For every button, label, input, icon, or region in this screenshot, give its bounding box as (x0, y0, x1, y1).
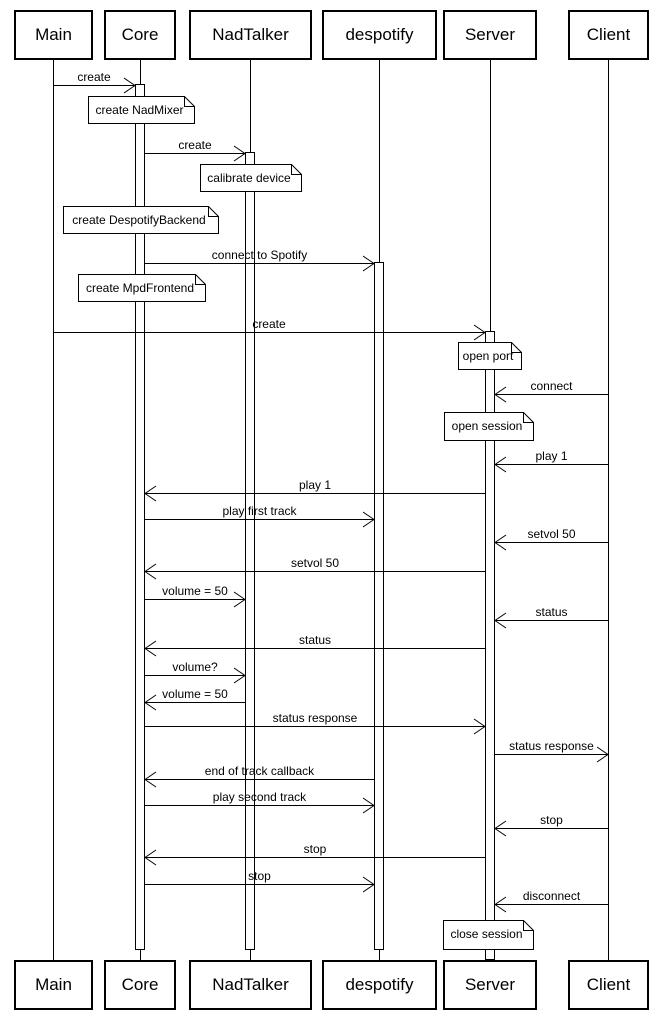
participant-label: NadTalker (212, 975, 289, 994)
message-label: setvol 50 (290, 556, 340, 570)
message-create-main-server (53, 317, 485, 333)
participant-label: Server (464, 25, 516, 44)
participant-label: Client (586, 975, 631, 994)
message-label: disconnect (522, 889, 581, 903)
message-connect-to-spotify (145, 248, 374, 264)
message-connect (495, 379, 608, 395)
message-label: volume = 50 (162, 687, 228, 701)
arrowhead-right-icon (596, 746, 609, 763)
message-label: volume = 50 (162, 584, 228, 598)
note-text: create MpdFrontend (85, 281, 195, 295)
message-end-of-track-callback (145, 764, 374, 780)
message-stop-core-despotify (145, 869, 374, 885)
note-text: create NadMixer (95, 103, 184, 117)
note-create-nadmixer (88, 96, 195, 124)
participant-label: Main (35, 975, 72, 994)
message-stop-client-server (495, 813, 608, 829)
arrowhead-left-icon (144, 485, 157, 502)
arrowhead-left-icon (494, 820, 507, 837)
note-open-session (444, 412, 534, 441)
participant-box-nadtalker-bottom (189, 960, 312, 1010)
participant-label: Client (586, 25, 631, 44)
message-status-client-server (495, 605, 608, 621)
note-create-despotifybackend (63, 206, 219, 234)
message-label: stop (303, 842, 327, 856)
message-label: connect to Spotify (211, 248, 308, 262)
note-open-port (458, 342, 522, 370)
message-label: stop (540, 813, 563, 827)
message-label: create (178, 138, 212, 152)
arrowhead-left-icon (494, 386, 507, 403)
message-label: status (298, 633, 331, 647)
arrowhead-right-icon (473, 718, 486, 735)
arrowhead-right-icon (362, 511, 375, 528)
arrowhead-left-icon (494, 456, 507, 473)
message-label: setvol 50 (527, 527, 576, 541)
participant-label: Core (121, 25, 159, 44)
message-setvol-50-client-server (495, 527, 608, 543)
message-label: end of track callback (204, 764, 315, 778)
note-text: calibrate device (207, 171, 291, 185)
participant-box-server-bottom (443, 960, 537, 1010)
arrowhead-left-icon (144, 771, 157, 788)
participant-box-nadtalker-top (189, 10, 312, 60)
note-close-session (443, 920, 534, 950)
arrowhead-left-icon (144, 849, 157, 866)
message-play-second-track (145, 790, 374, 806)
activation-bar-nadtalker (245, 152, 255, 950)
arrowhead-left-icon (494, 534, 507, 551)
participant-box-despotify-top (322, 10, 437, 60)
participant-label: despotify (345, 975, 414, 994)
note-text: close session (450, 927, 523, 941)
message-label: connect (530, 379, 573, 393)
arrowhead-right-icon (362, 255, 375, 272)
message-label: play first track (222, 504, 297, 518)
arrowhead-left-icon (494, 896, 507, 913)
participant-box-main-top (14, 10, 93, 60)
arrowhead-left-icon (144, 563, 157, 580)
message-volume-50-nadtalker-core (145, 687, 245, 703)
arrowhead-left-icon (144, 694, 157, 711)
participant-box-main-bottom (14, 960, 93, 1010)
message-label: volume? (172, 660, 218, 674)
arrowhead-right-icon (233, 591, 246, 608)
message-label: status response (272, 711, 358, 725)
message-status-response-server-client (495, 739, 608, 755)
participant-label: Core (121, 975, 159, 994)
message-volume-question (145, 660, 245, 676)
message-label: play second track (212, 790, 307, 804)
arrowhead-right-icon (233, 667, 246, 684)
participant-label: Main (35, 25, 72, 44)
message-label: status (535, 605, 568, 619)
arrowhead-left-icon (494, 612, 507, 629)
arrowhead-right-icon (473, 324, 486, 341)
arrowhead-right-icon (123, 77, 136, 94)
participant-label: Server (464, 975, 516, 994)
note-text: open port (462, 349, 514, 363)
message-play-first-track (145, 504, 374, 520)
arrowhead-left-icon (144, 640, 157, 657)
message-label: status response (509, 739, 594, 753)
message-label: play 1 (535, 449, 568, 463)
message-status-response-core-server (145, 711, 485, 727)
message-label: create (77, 70, 111, 84)
message-play-1-server-core (145, 478, 485, 494)
arrowhead-right-icon (233, 145, 246, 162)
note-create-mpdfrontend (78, 274, 206, 302)
message-setvol-50-server-core (145, 556, 485, 572)
message-volume-50-core-nadtalker (145, 584, 245, 600)
note-text: create DespotifyBackend (72, 213, 206, 227)
arrowhead-right-icon (362, 797, 375, 814)
participant-box-despotify-bottom (322, 960, 437, 1010)
lifeline-client (608, 60, 609, 960)
message-disconnect (495, 889, 608, 905)
note-text: open session (451, 419, 523, 433)
message-label: play 1 (298, 478, 332, 492)
message-stop-server-core (145, 842, 485, 858)
arrowhead-right-icon (362, 876, 375, 893)
message-status-server-core (145, 633, 485, 649)
participant-label: NadTalker (212, 25, 289, 44)
participant-box-core-top (104, 10, 176, 60)
message-play-1-client-server (495, 449, 608, 465)
participant-label: despotify (345, 25, 414, 44)
message-label: stop (248, 869, 271, 883)
message-create-main-core (53, 70, 135, 86)
lifeline-main (53, 60, 54, 960)
participant-box-core-bottom (104, 960, 176, 1010)
participant-box-server-top (443, 10, 537, 60)
participant-box-client-bottom (568, 960, 649, 1010)
message-label: create (252, 317, 286, 331)
message-create-core-nadtalker (145, 138, 245, 154)
note-calibrate-device (200, 164, 302, 192)
participant-box-client-top (568, 10, 649, 60)
